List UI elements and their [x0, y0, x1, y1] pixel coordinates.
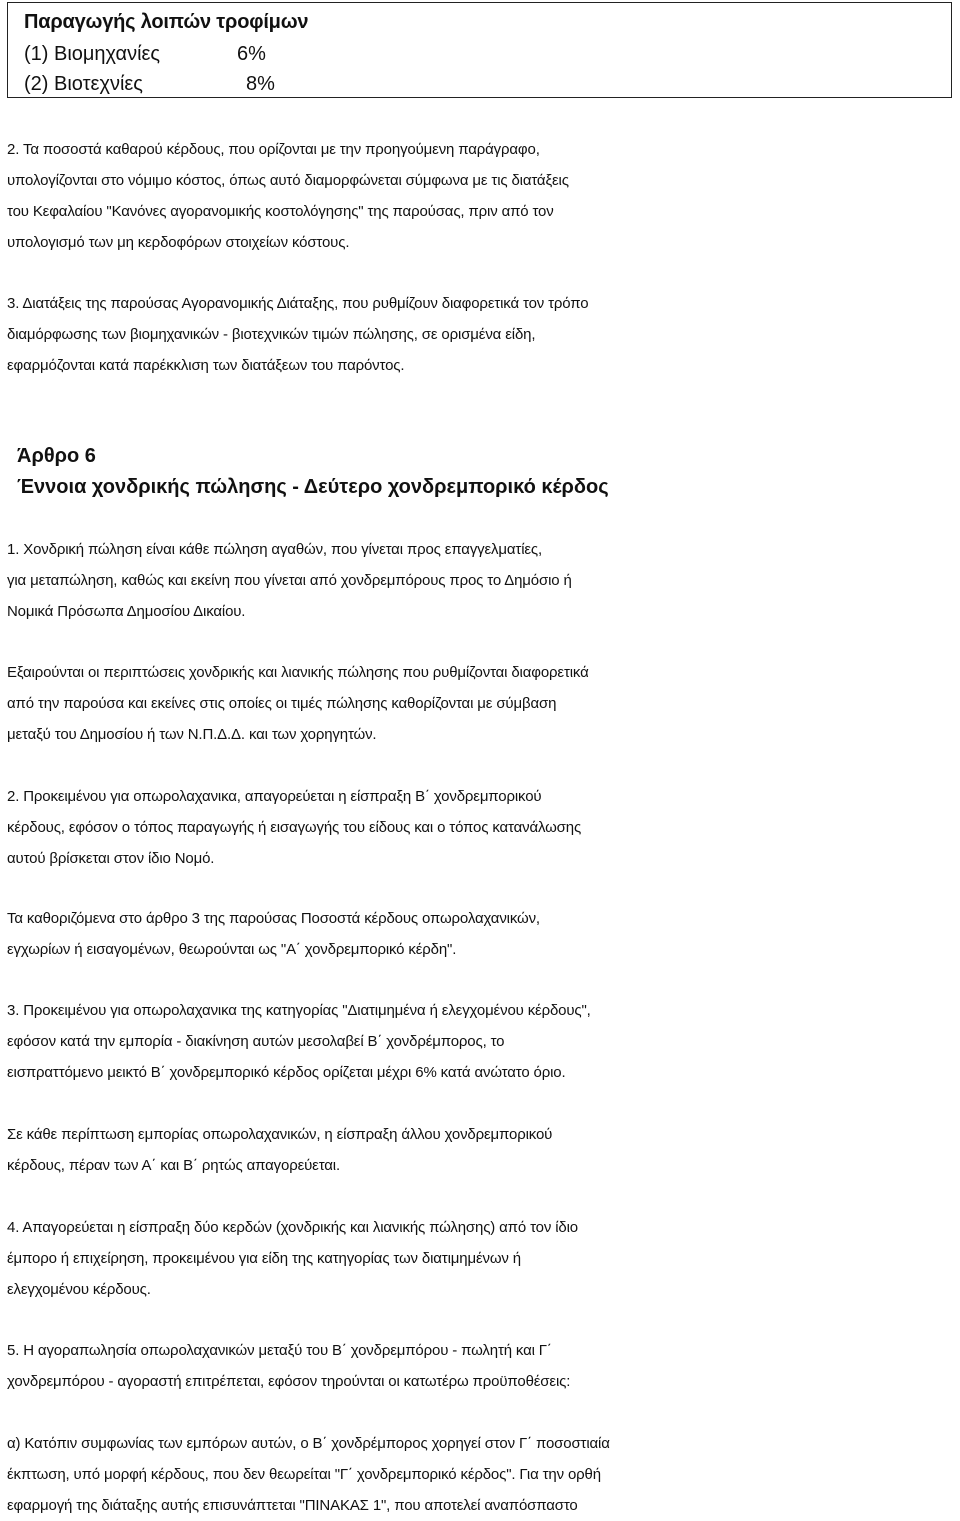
text-line: εφόσον κατά την εμπορία - διακίνηση αυτών μεσολαβεί Β΄ χονδρέμπορος, το — [7, 1033, 505, 1050]
text-line: εφαρμογή της διάταξης αυτής επισυνάπτεται "ΠΙΝΑΚΑΣ 1", που αποτελεί αναπόσπαστο — [7, 1497, 578, 1514]
box-row-industries — [24, 43, 266, 66]
text-line: διαμόρφωσης των βιομηχανικών - βιοτεχνικών τιμών πώλησης, σε ορισμένα είδη, — [7, 326, 536, 343]
paragraph-3 — [7, 288, 955, 381]
text-line: για μεταπώληση, καθώς και εκείνη που γίνεται από χονδρεμπόρους προς το Δημόσιο ή — [7, 572, 572, 589]
text-line: από την παρούσα και εκείνες στις οποίες οι τιμές πώλησης καθορίζονται με σύμβαση — [7, 695, 557, 712]
article-para-1-exceptions — [7, 657, 955, 750]
text-line: 2. Προκειμένου για οπωρολαχανικα, απαγορεύεται η είσπραξη Β΄ χονδρεμπορικού — [7, 788, 542, 805]
article-heading — [17, 441, 609, 503]
text-line: υπολογίζονται στο νόμιμο κόστος, όπως αυτό διαμορφώνεται σύμφωνα με τις διατάξεις — [7, 172, 569, 189]
article-title: Έννοια χονδρικής πώλησης - Δεύτερο χονδρεμπορικό κέρδος — [17, 476, 609, 498]
text-line: έμπορο ή επιχείρηση, προκειμένου για είδη της κατηγορίας των διατιμημένων ή — [7, 1250, 521, 1267]
text-line: εφαρμόζονται κατά παρέκκλιση των διατάξεων του παρόντος. — [7, 357, 405, 374]
text-line: μεταξύ του Δημοσίου ή των Ν.Π.Δ.Δ. και των χορηγητών. — [7, 726, 377, 743]
article-para-2-rates — [7, 903, 955, 965]
box-title: Παραγωγής λοιπών τροφίμων — [24, 11, 309, 33]
text-line: ελεγχομένου κέρδους. — [7, 1281, 151, 1298]
text-line: 3. Προκειμένου για οπωρολαχανικα της κατηγορίας "Διατιμημένα ή ελεγχομένου κέρδους", — [7, 1002, 591, 1019]
article-para-4 — [7, 1212, 955, 1305]
text-line: χονδρεμπόρου - αγοραστή επιτρέπεται, εφόσον τηρούνται οι κατωτέρω προϋποθέσεις: — [7, 1373, 571, 1390]
text-line: έκπτωση, υπό μορφή κέρδους, που δεν θεωρείται "Γ΄ χονδρεμπορικό κέρδος". Για την ορθή — [7, 1466, 601, 1483]
text-line: Εξαιρούνται οι περιπτώσεις χονδρικής και λιανικής πώλησης που ρυθμίζονται διαφορετικά — [7, 664, 589, 681]
text-line: Τα καθοριζόμενα στο άρθρο 3 της παρούσας Ποσοστά κέρδους οπωρολαχανικών, — [7, 910, 540, 927]
row-percent: 6% — [237, 43, 266, 65]
text-line: εισπραττόμενο μεικτό Β΄ χονδρεμπορικό κέρδος ορίζεται μέχρι 6% κατά ανώτατο όριο. — [7, 1064, 566, 1081]
text-line: του Κεφαλαίου "Κανόνες αγορανομικής κοστολόγησης" της παρούσας, πριν από τον — [7, 203, 554, 220]
text-line: εγχωρίων ή εισαγομένων, θεωρούνται ως "Α΄ χονδρεμπορικό κέρδη". — [7, 941, 457, 958]
text-line: 4. Απαγορεύεται η είσπραξη δύο κερδών (χονδρικής και λιανικής πώλησης) από τον ίδιο — [7, 1219, 578, 1236]
box-row-crafts — [24, 73, 275, 96]
text-line: Σε κάθε περίπτωση εμπορίας οπωρολαχανικών, η είσπραξη άλλου χονδρεμπορικού — [7, 1126, 553, 1143]
text-line: α) Κατόπιν συμφωνίας των εμπόρων αυτών, ο Β΄ χονδρέμπορος χορηγεί στον Γ΄ ποσοστιαία — [7, 1435, 610, 1452]
row-label: (1) Βιομηχανίες — [24, 43, 161, 65]
article-para-5-a — [7, 1428, 955, 1521]
category-box — [7, 2, 952, 98]
article-number: Άρθρο 6 — [17, 445, 96, 467]
article-para-1 — [7, 534, 955, 627]
text-line: 5. Η αγοραπωλησία οπωρολαχανικών μεταξύ του Β΄ χονδρεμπόρου - πωλητή και Γ΄ — [7, 1342, 552, 1359]
text-line: κέρδους, εφόσον ο τόπος παραγωγής ή εισαγωγής του είδους και ο τόπος κατανάλωσης — [7, 819, 582, 836]
text-line: αυτού βρίσκεται στον ίδιο Νομό. — [7, 850, 215, 867]
article-para-3-note — [7, 1119, 955, 1181]
row-label: (2) Βιοτεχνίες — [24, 73, 143, 95]
text-line: 3. Διατάξεις της παρούσας Αγορανομικής Διάταξης, που ρυθμίζουν διαφορετικά τον τρόπο — [7, 295, 589, 312]
text-line: υπολογισμό των μη κερδοφόρων στοιχείων κόστους. — [7, 234, 350, 251]
text-line: 2. Τα ποσοστά καθαρού κέρδους, που ορίζονται με την προηγούμενη παράγραφο, — [7, 141, 540, 158]
text-line: κέρδους, πέραν των Α΄ και Β΄ ρητώς απαγορεύεται. — [7, 1157, 340, 1174]
article-para-2 — [7, 781, 955, 874]
text-line: 1. Χονδρική πώληση είναι κάθε πώληση αγαθών, που γίνεται προς επαγγελματίες, — [7, 541, 543, 558]
article-para-5 — [7, 1335, 955, 1397]
text-line: Νομικά Πρόσωπα Δημοσίου Δικαίου. — [7, 603, 246, 620]
paragraph-2 — [7, 134, 955, 258]
row-percent: 8% — [246, 73, 275, 95]
article-para-3 — [7, 995, 955, 1088]
